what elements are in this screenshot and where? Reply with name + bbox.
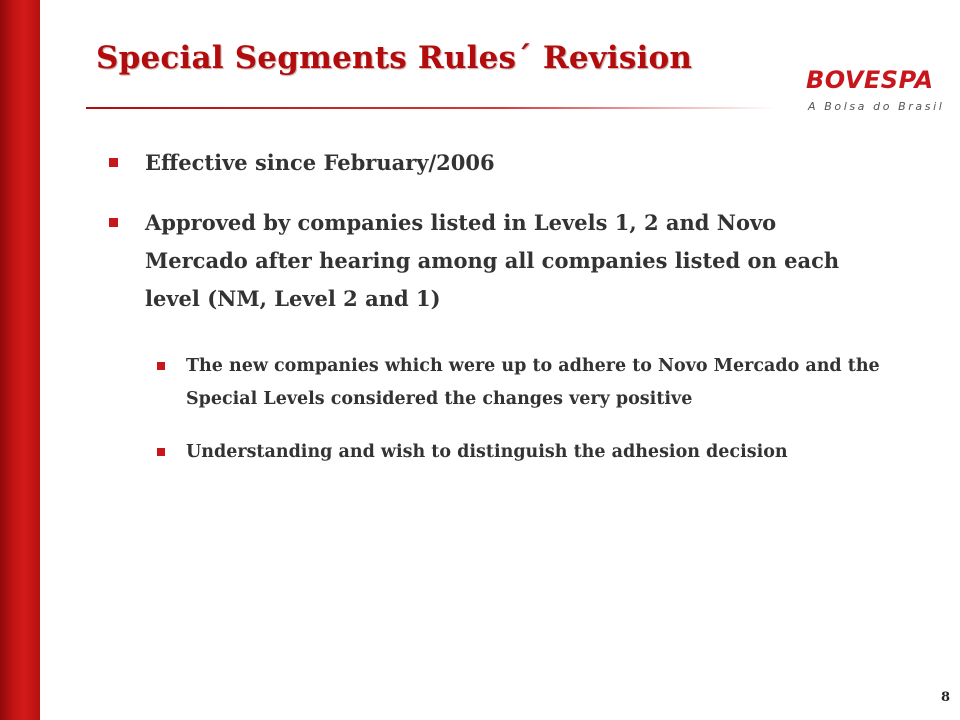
square-bullet-icon	[157, 362, 165, 370]
sub-bullet-item	[186, 350, 886, 416]
logo-tagline: A Bolsa do Brasil	[808, 100, 945, 113]
logo-wordmark: BOVESPA	[806, 66, 934, 94]
bullet-item	[145, 144, 875, 182]
bovespa-logo	[806, 66, 945, 116]
bullet-item	[145, 204, 880, 318]
square-bullet-icon	[109, 158, 118, 167]
side-accent-bar	[0, 0, 40, 720]
sub-bullet-item	[186, 436, 906, 469]
square-bullet-icon	[157, 448, 165, 456]
bullet-text: Approved by companies listed in Levels 1, 2 and Novo Mercado after hearing among all companies listed on each level (NM, Level 2 and 1)	[145, 210, 840, 311]
page-number: 8	[940, 690, 950, 705]
bullet-text: Effective since February/2006	[145, 150, 495, 175]
square-bullet-icon	[109, 218, 118, 227]
slide-title: Special Segments Rules´ Revision	[96, 40, 693, 76]
sub-bullet-text: Understanding and wish to distinguish the adhesion decision	[186, 442, 788, 462]
sub-bullet-text: The new companies which were up to adhere to Novo Mercado and the Special Levels considered the changes very positive	[186, 356, 880, 409]
title-underline	[86, 107, 776, 109]
